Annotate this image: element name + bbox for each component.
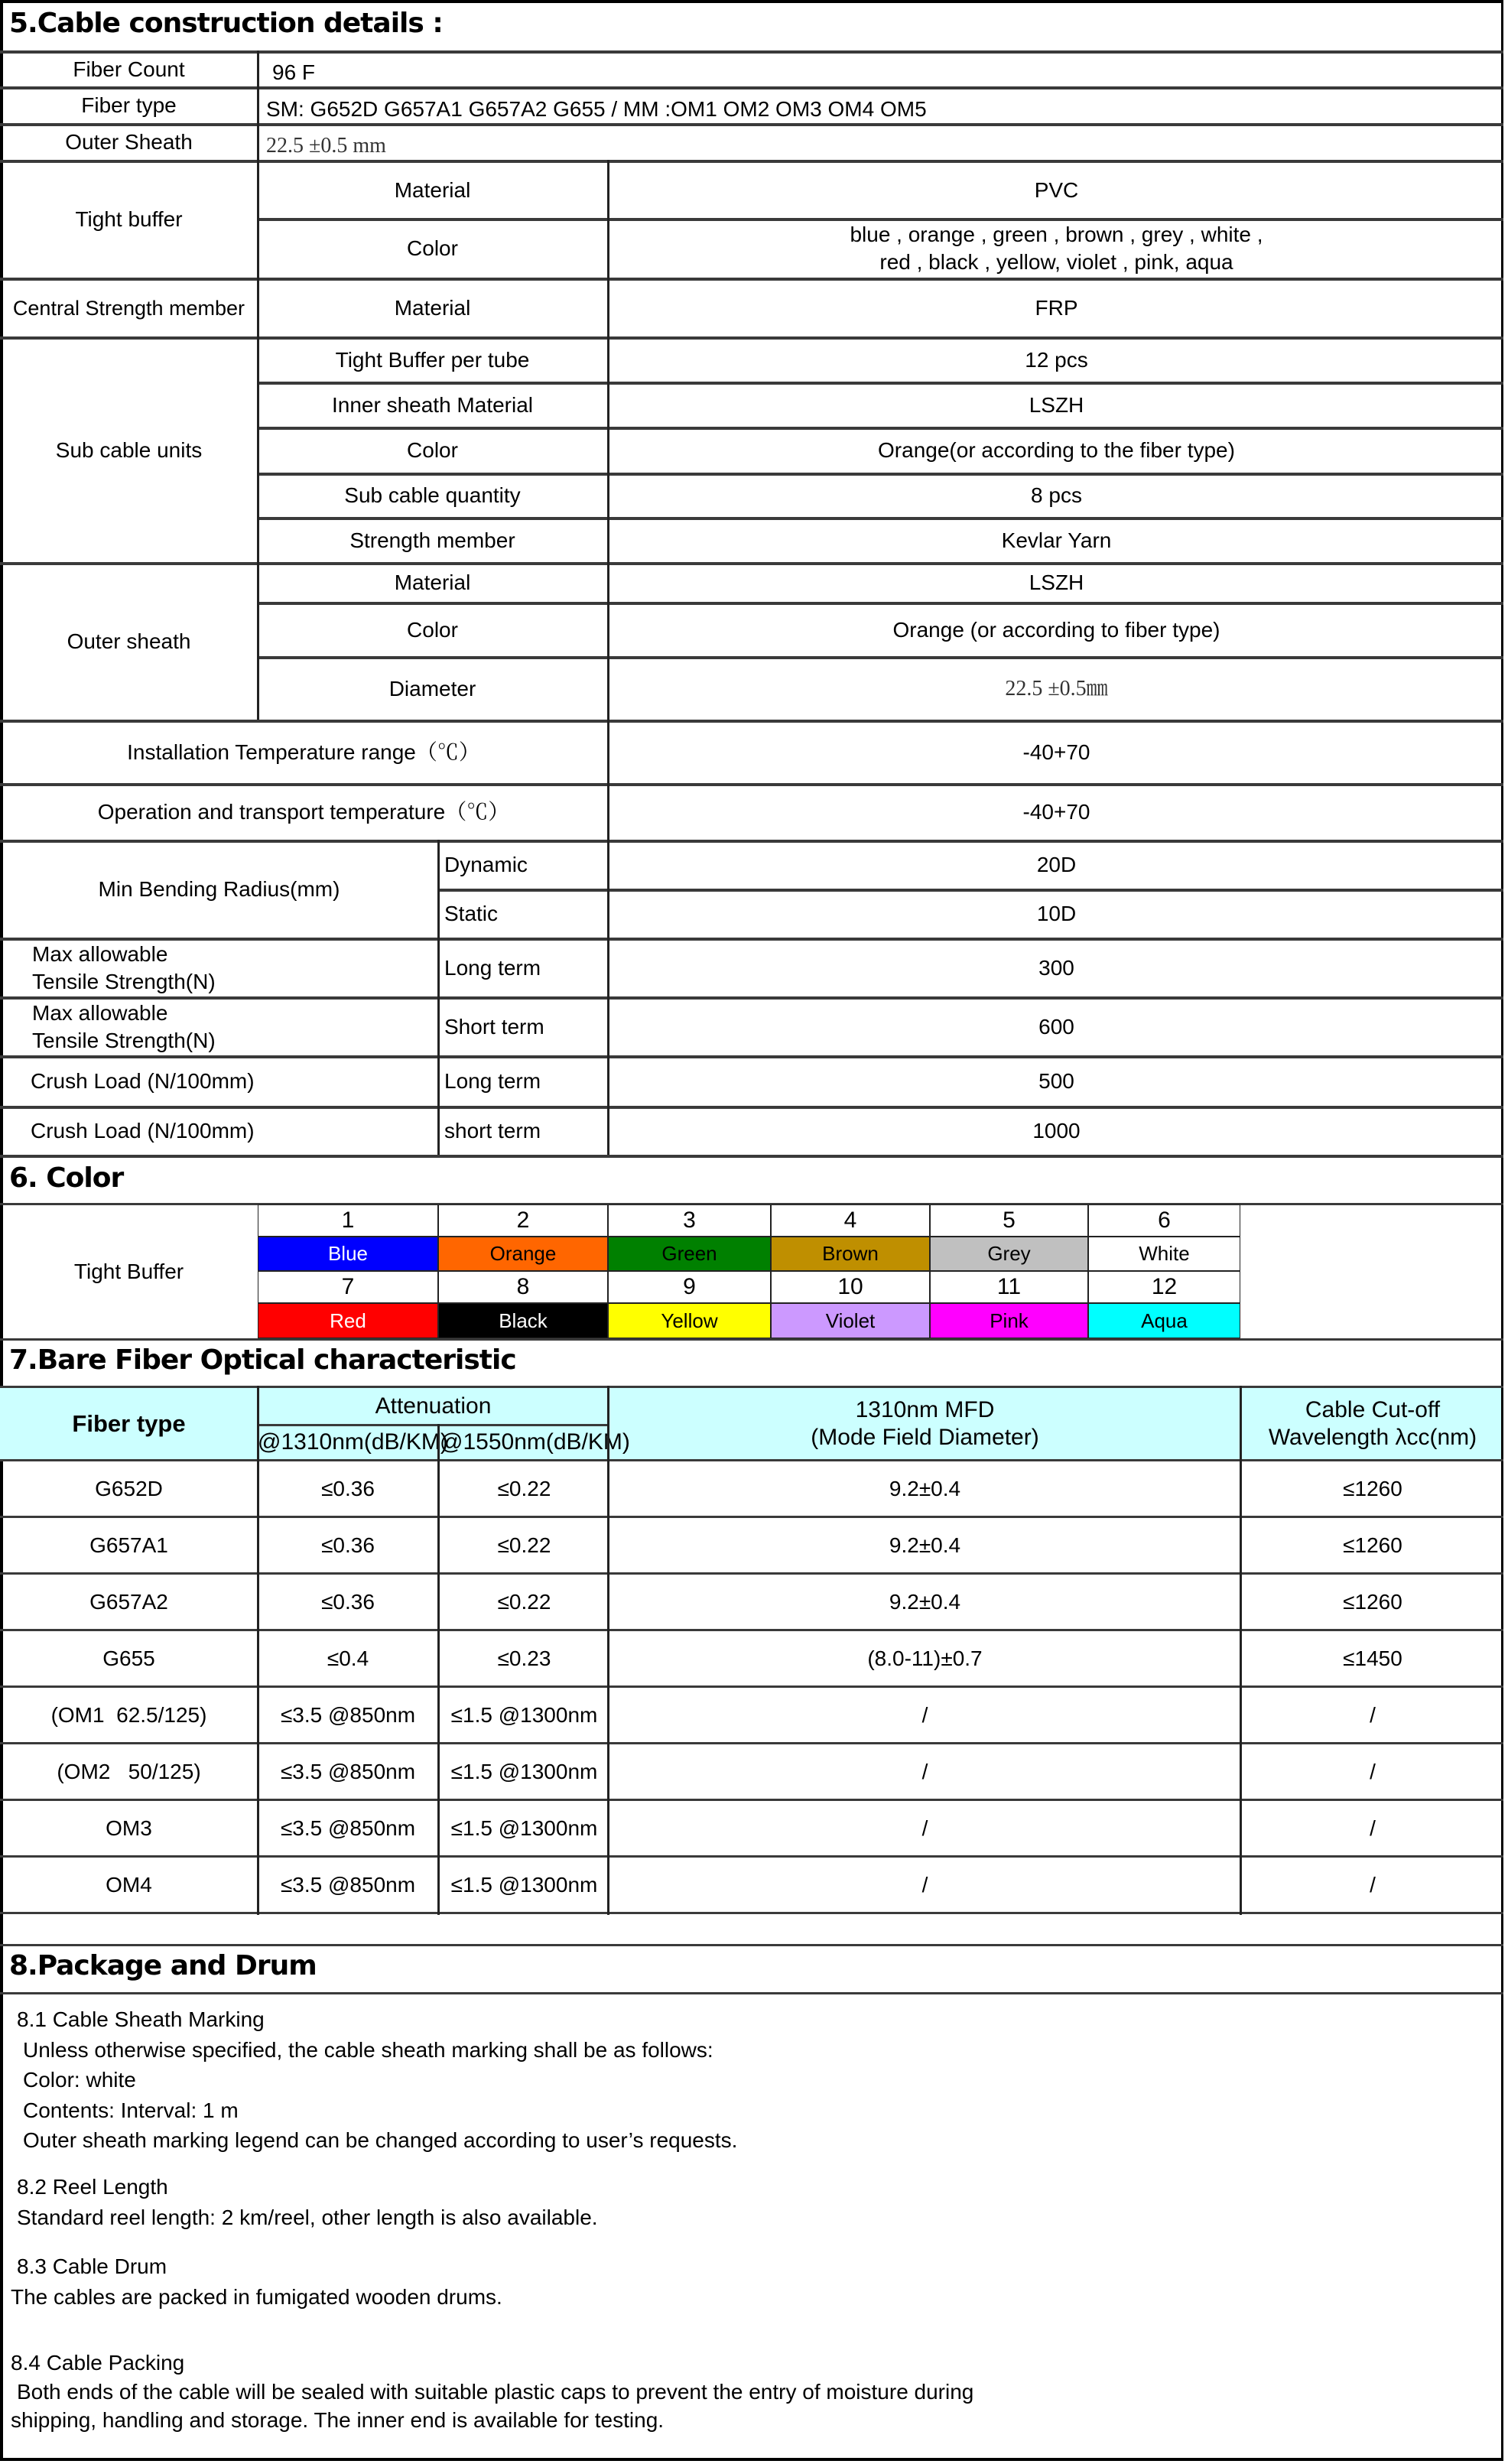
cutoff-cell: / <box>1370 1816 1376 1840</box>
att-1550-cell: ≤1.5 @1300nm <box>450 1873 598 1897</box>
sub-cable-row-label: Sub cable quantity <box>344 483 521 507</box>
tensile-label-line2: Tensile Strength(N) <box>32 1028 216 1052</box>
central-strength-label: Central Strength member <box>12 296 245 320</box>
outer-sheath-row-value: Orange (or according to fiber type) <box>892 617 1220 642</box>
header-attenuation: Attenuation <box>375 1393 492 1419</box>
att-1310-cell: ≤3.5 @850nm <box>280 1760 416 1783</box>
tensile-label-line1: Max allowable <box>32 941 168 966</box>
operation-temp-value: -40+70 <box>1022 800 1090 824</box>
outer-sheath-value <box>260 128 1484 164</box>
color-number: 2 <box>438 1204 608 1237</box>
color-number: 3 <box>608 1204 771 1237</box>
att-1310-cell: ≤0.36 <box>321 1477 375 1500</box>
color-number: 5 <box>930 1204 1088 1237</box>
tensile-long-value: 300 <box>1038 955 1074 980</box>
crush-long-label: Crush Load (N/100mm) <box>31 1069 255 1093</box>
att-1550-cell: ≤0.23 <box>497 1646 551 1670</box>
row-divider <box>0 1992 1503 1994</box>
row-divider <box>0 1944 1503 1946</box>
color-swatch-black: Black <box>438 1303 608 1338</box>
mfd-cell: / <box>921 1703 928 1727</box>
sub-cable-row-value: Orange(or according to the fiber type) <box>878 438 1235 462</box>
sub-cable-row-value: 8 pcs <box>1031 483 1082 507</box>
tight-buffer-color-value <box>609 219 1503 278</box>
row-divider <box>0 1155 1503 1158</box>
cutoff-cell: ≤1260 <box>1343 1533 1402 1557</box>
s81-line: Outer sheath marking legend can be changed according to user’s requests. <box>23 2128 738 2152</box>
color-number: 6 <box>1088 1204 1240 1237</box>
outer-sheath-row-label: Color <box>407 617 458 642</box>
color-number: 7 <box>258 1271 438 1303</box>
color-number: 8 <box>438 1271 608 1303</box>
cutoff-cell: ≤1260 <box>1343 1590 1402 1614</box>
sub-cable-row-label: Color <box>407 438 458 462</box>
sub-cable-row-label: Inner sheath Material <box>331 392 534 417</box>
col-divider <box>607 1386 609 1915</box>
header-mfd-line1: 1310nm MFD <box>855 1396 995 1422</box>
cutoff-cell: ≤1450 <box>1343 1646 1402 1670</box>
row-divider <box>0 1912 1503 1914</box>
att-1310-cell: ≤3.5 @850nm <box>280 1703 416 1727</box>
crush-short-value: 1000 <box>1032 1119 1081 1143</box>
cutoff-cell: / <box>1370 1873 1376 1897</box>
outer-sheath-label: Outer Sheath <box>65 130 193 154</box>
col-divider <box>1240 1386 1242 1915</box>
fiber-type-cell: G655 <box>102 1646 155 1670</box>
fiber-type-cell: OM3 <box>106 1816 152 1840</box>
fiber-type-label: Fiber type <box>81 93 177 117</box>
mfd-cell: / <box>921 1873 928 1897</box>
header-cutoff-line1: Cable Cut-off <box>1305 1396 1441 1422</box>
tight-buffer-color-line2: red , black , yellow, violet , pink, aqua <box>879 250 1233 274</box>
att-1310-cell: ≤0.36 <box>321 1590 375 1614</box>
bending-dynamic-value: 20D <box>1036 853 1077 876</box>
tensile-label-line2: Tensile Strength(N) <box>32 969 216 993</box>
bending-dynamic-label: Dynamic <box>444 853 528 876</box>
s84-title: 8.4 Cable Packing <box>11 2351 185 2375</box>
installation-temp-label: Installation Temperature range（℃） <box>127 740 480 764</box>
color-swatch-brown: Brown <box>771 1237 930 1271</box>
mfd-cell: 9.2±0.4 <box>889 1533 961 1557</box>
att-1310-cell: ≤0.36 <box>321 1533 375 1557</box>
cutoff-cell: ≤1260 <box>1343 1477 1402 1500</box>
header-fiber-type: Fiber type <box>72 1409 186 1437</box>
cutoff-cell: / <box>1370 1703 1376 1727</box>
row-divider <box>0 1338 1503 1341</box>
s81-line: Unless otherwise specified, the cable sheath marking shall be as follows: <box>23 2038 713 2062</box>
color-swatch-grey: Grey <box>930 1237 1088 1271</box>
sub-cable-row-value: Kevlar Yarn <box>1001 528 1112 552</box>
tensile-long-label <box>0 939 438 996</box>
color-swatch-violet: Violet <box>771 1303 930 1338</box>
att-1310-cell: ≤3.5 @850nm <box>280 1816 416 1840</box>
tight-buffer-material-value: PVC <box>1034 178 1079 202</box>
tight-buffer-color-row-label: Tight Buffer <box>73 1259 184 1283</box>
outer-sheath-value-text: 22.5 ±0.5 mm <box>266 134 386 158</box>
color-number: 12 <box>1088 1271 1240 1303</box>
color-number: 10 <box>771 1271 930 1303</box>
outer-sheath-row-label: Diameter <box>388 676 476 701</box>
outer-sheath-row-value: LSZH <box>1029 570 1084 594</box>
fiber-type-cell: OM4 <box>106 1873 152 1897</box>
s83-title: 8.3 Cable Drum <box>17 2254 167 2278</box>
att-1550-cell: ≤1.5 @1300nm <box>450 1816 598 1840</box>
s82-title: 8.2 Reel Length <box>17 2175 168 2199</box>
mfd-cell: / <box>921 1816 928 1840</box>
s84-line2: shipping, handling and storage. The inner end is available for testing. <box>11 2408 665 2432</box>
tensile-short-value: 600 <box>1038 1014 1074 1039</box>
header-cutoff-line2: Wavelength λcc(nm) <box>1268 1424 1477 1450</box>
fiber-type-value: SM: G652D G657A1 G657A2 G655 / MM :OM1 OM2 OM3 OM4 OM5 <box>266 97 927 121</box>
tight-buffer-material-label: Material <box>394 178 471 202</box>
outer-sheath-row-value <box>609 658 1503 720</box>
s81-title: 8.1 Cable Sheath Marking <box>17 2007 265 2031</box>
outer-sheath-row-label: Material <box>394 570 471 594</box>
section-6-title: 6. Color <box>9 1162 124 1194</box>
fiber-type-cell: (OM1 62.5/125) <box>50 1703 207 1727</box>
color-swatch-blue: Blue <box>258 1237 438 1271</box>
fiber-type-cell: G657A1 <box>89 1533 168 1557</box>
mfd-cell: 9.2±0.4 <box>889 1477 961 1500</box>
att-1550-cell: ≤0.22 <box>497 1533 551 1557</box>
s81-line: Contents: Interval: 1 m <box>23 2098 239 2122</box>
att-1310-cell: ≤3.5 @850nm <box>280 1873 416 1897</box>
tight-buffer-color-label: Color <box>407 236 458 260</box>
section-7-title: 7.Bare Fiber Optical characteristic <box>9 1344 516 1376</box>
sub-cable-row-label: Strength member <box>349 528 515 552</box>
fiber-count-value: 96 F <box>272 60 316 84</box>
outer-sheath-diameter-text: 22.5 ±0.5㎜ <box>1005 676 1108 701</box>
att-1550-cell: ≤0.22 <box>497 1477 551 1500</box>
color-swatch-aqua: Aqua <box>1088 1303 1240 1338</box>
fiber-type-cell: G657A2 <box>89 1590 168 1614</box>
s82-text: Standard reel length: 2 km/reel, other length is also available. <box>17 2206 598 2229</box>
mfd-cell: 9.2±0.4 <box>889 1590 961 1614</box>
installation-temp-value: -40+70 <box>1022 740 1090 764</box>
mfd-cell: / <box>921 1760 928 1783</box>
tensile-label-line1: Max allowable <box>32 1000 168 1025</box>
tight-buffer-label: Tight buffer <box>75 207 183 231</box>
color-number: 9 <box>608 1271 771 1303</box>
crush-short-term: short term <box>444 1119 541 1143</box>
section-5-title: 5.Cable construction details : <box>9 8 443 39</box>
tight-buffer-color-line1: blue , orange , green , brown , grey , white , <box>850 223 1263 246</box>
s83-text: The cables are packed in fumigated wooden drums. <box>11 2285 502 2309</box>
color-swatch-pink: Pink <box>930 1303 1088 1338</box>
att-1550-cell: ≤0.22 <box>497 1590 551 1614</box>
bending-static-value: 10D <box>1036 902 1077 925</box>
color-number: 4 <box>771 1204 930 1237</box>
sub-cable-row-value: 12 pcs <box>1025 347 1088 372</box>
operation-temp-label: Operation and transport temperature（℃） <box>97 800 510 824</box>
bending-static-label: Static <box>444 902 499 925</box>
sub-cable-units-label: Sub cable units <box>55 437 203 462</box>
fiber-type-cell: G652D <box>95 1477 163 1500</box>
tensile-short-label <box>0 998 438 1055</box>
crush-long-value: 500 <box>1038 1069 1074 1093</box>
color-swatch-white: White <box>1088 1237 1240 1271</box>
crush-short-label: Crush Load (N/100mm) <box>31 1119 255 1143</box>
crush-long-term: Long term <box>444 1069 541 1093</box>
att-1310-cell: ≤0.4 <box>327 1646 369 1670</box>
header-att-1550: @1550nm(dB/KM) <box>440 1429 630 1455</box>
central-strength-material-label: Material <box>394 295 471 320</box>
color-swatch-green: Green <box>608 1237 771 1271</box>
cutoff-cell: / <box>1370 1760 1376 1783</box>
central-strength-material-value: FRP <box>1035 295 1078 320</box>
fiber-count-label: Fiber Count <box>73 57 185 81</box>
col-divider <box>437 1424 440 1915</box>
header-mfd <box>609 1388 1240 1459</box>
att-1550-cell: ≤1.5 @1300nm <box>450 1760 598 1783</box>
section-8-title: 8.Package and Drum <box>9 1950 317 1981</box>
header-mfd-line2: (Mode Field Diameter) <box>811 1424 1039 1450</box>
color-swatch-yellow: Yellow <box>608 1303 771 1338</box>
sub-cable-row-value: LSZH <box>1029 392 1084 417</box>
bending-radius-label: Min Bending Radius(mm) <box>98 877 340 901</box>
mfd-cell: (8.0-11)±0.7 <box>867 1646 983 1670</box>
color-swatch-orange: Orange <box>438 1237 608 1271</box>
sub-cable-row-label: Tight Buffer per tube <box>335 347 530 372</box>
att-1550-cell: ≤1.5 @1300nm <box>450 1703 598 1727</box>
header-att-1310: @1310nm(dB/KM) <box>258 1429 448 1455</box>
tensile-long-term: Long term <box>444 955 541 980</box>
s84-line1: Both ends of the cable will be sealed with suitable plastic caps to prevent the entry of moisture during <box>17 2380 974 2404</box>
outer-sheath-group-label: Outer sheath <box>67 629 191 653</box>
s81-line: Color: white <box>23 2068 136 2092</box>
color-number: 1 <box>258 1204 438 1237</box>
header-cutoff <box>1242 1388 1503 1459</box>
fiber-type-cell: (OM2 50/125) <box>57 1760 201 1783</box>
tensile-short-term: Short term <box>444 1014 544 1039</box>
color-swatch-red: Red <box>258 1303 438 1338</box>
color-number: 11 <box>930 1271 1088 1303</box>
col-divider <box>257 1386 259 1915</box>
